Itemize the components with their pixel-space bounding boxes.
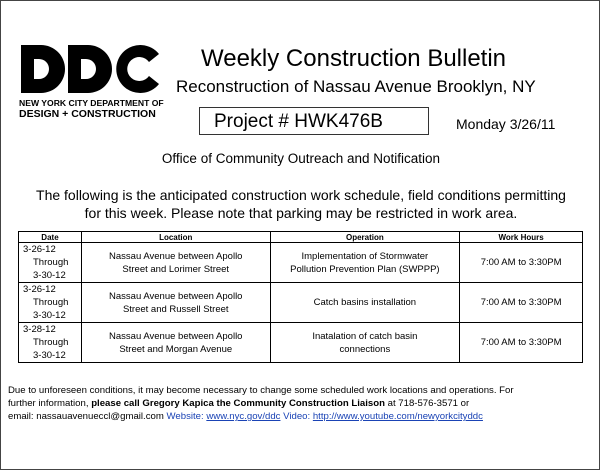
project-number: Project # HWK476B <box>214 111 383 132</box>
header-operation: Operation <box>270 232 460 243</box>
footer-notice <box>8 384 596 423</box>
table-row <box>19 283 583 323</box>
video-label: Video: <box>280 411 313 422</box>
location-line-2: Street and Lorimer Street <box>122 263 230 275</box>
hours-cell: 7:00 AM to 3:30PM <box>460 283 583 323</box>
location-cell <box>81 243 270 283</box>
location-line-1: Nassau Avenue between Apollo <box>109 290 243 302</box>
schedule-table <box>18 231 583 363</box>
location-line-1: Nassau Avenue between Apollo <box>109 330 243 342</box>
website-link[interactable]: www.nyc.gov/ddc <box>206 411 281 422</box>
location-line-1: Nassau Avenue between Apollo <box>109 250 243 262</box>
date-through: Through <box>33 337 69 348</box>
hours-cell: 7:00 AM to 3:30PM <box>460 243 583 283</box>
intro-text <box>1 186 600 222</box>
logo-line-1: NEW YORK CITY DEPARTMENT OF <box>19 98 164 108</box>
location-line-2: Street and Russell Street <box>122 303 229 315</box>
footer-line-3 <box>8 410 596 423</box>
date-end: 3-30-12 <box>33 350 66 361</box>
date-through: Through <box>33 297 69 308</box>
operation-cell <box>270 323 460 363</box>
operation-line-1: Implementation of Stormwater <box>301 250 429 262</box>
date-cell <box>19 283 82 323</box>
date-start: 3-28-12 <box>23 324 56 335</box>
header-hours: Work Hours <box>460 232 583 243</box>
operation-line-1: Inatalation of catch basin <box>312 330 418 342</box>
office-heading: Office of Community Outreach and Notification <box>161 151 441 166</box>
location-line-2: Street and Morgan Avenue <box>119 343 233 355</box>
date-end: 3-30-12 <box>33 310 66 321</box>
table-row <box>19 323 583 363</box>
operation-cell <box>270 283 460 323</box>
footer-line-2-pre: further information, <box>8 398 92 409</box>
footer-line-2 <box>8 397 596 410</box>
contact-email: email: nassauavenueccl@gmail.com <box>8 411 164 422</box>
bulletin-title: Weekly Construction Bulletin <box>201 45 507 72</box>
operation-line-1: Catch basins installation <box>313 297 417 308</box>
table-header-row <box>19 232 583 243</box>
date-end: 3-30-12 <box>33 270 66 281</box>
operation-cell <box>270 243 460 283</box>
header-location: Location <box>81 232 270 243</box>
bulletin-date: Monday 3/26/11 <box>456 116 556 132</box>
project-box <box>199 107 429 135</box>
header-date: Date <box>19 232 82 243</box>
date-through: Through <box>33 257 69 268</box>
logo-line-2: DESIGN + CONSTRUCTION <box>19 108 156 120</box>
bulletin-subtitle: Reconstruction of Nassau Avenue Brooklyn, NY <box>176 77 536 96</box>
location-cell <box>81 323 270 363</box>
footer-line-2-post: at 718-576-3571 or <box>384 398 470 409</box>
operation-line-2: connections <box>339 343 391 355</box>
date-cell <box>19 243 82 283</box>
date-start: 3-26-12 <box>23 284 56 295</box>
ddc-logo <box>19 42 164 122</box>
hours-cell: 7:00 AM to 3:30PM <box>460 323 583 363</box>
ddc-logo-mark <box>19 42 161 96</box>
website-label: Website: <box>163 411 207 422</box>
intro-line-1: The following is the anticipated construction work schedule, field conditions permitting <box>36 187 566 203</box>
liaison-contact: please call Gregory Kapica the Community Construction Liaison <box>91 398 385 409</box>
operation-line-2: Pollution Prevention Plan (SWPPP) <box>290 263 440 275</box>
table-row <box>19 243 583 283</box>
location-cell <box>81 283 270 323</box>
intro-line-2: for this week. Please note that parking may be restricted in work area. <box>84 205 518 221</box>
video-link[interactable]: http://www.youtube.com/newyorkcityddc <box>312 411 483 422</box>
footer-line-1: Due to unforeseen conditions, it may become necessary to change some scheduled work locations and operations. For <box>8 385 514 396</box>
date-start: 3-26-12 <box>23 244 56 255</box>
date-cell <box>19 323 82 363</box>
